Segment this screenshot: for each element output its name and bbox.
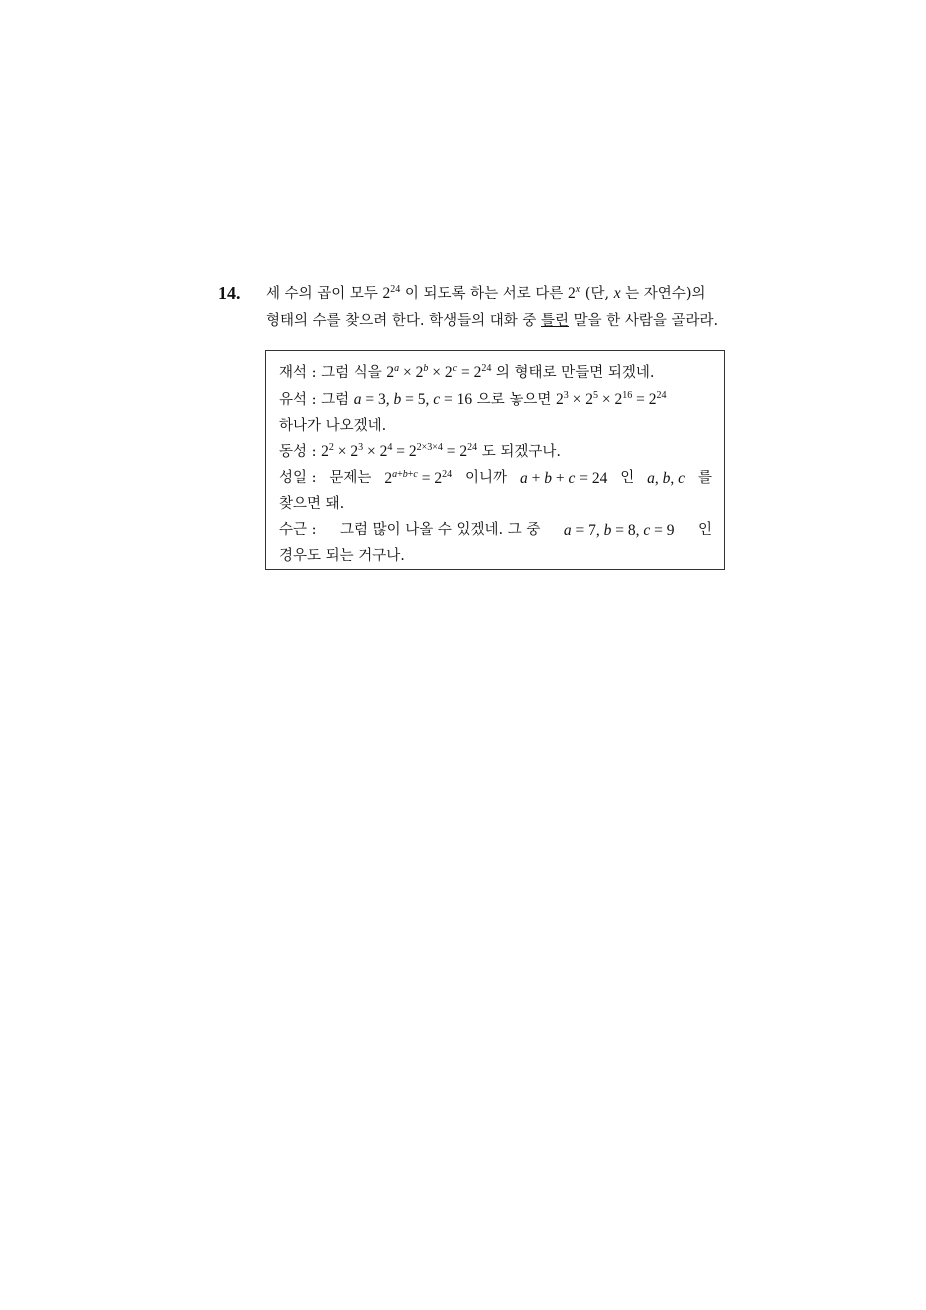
dialogue-math: a = 3, b = 5, c = 16 (353, 390, 473, 408)
dialogue-text: 이니까 (465, 470, 508, 487)
math-variable: x (613, 285, 621, 302)
stem-text: 말을 한 사람을 골라라. (569, 313, 719, 329)
stem-text: 이 되도록 하는 서로 다른 (400, 286, 568, 302)
dialogue-line-yuseok (279, 387, 712, 414)
question-stem (266, 280, 758, 335)
stem-line-1 (266, 280, 758, 308)
stem-math-power (383, 285, 401, 302)
math-exponent: x (575, 284, 581, 295)
dialogue-math: $2^3 \times 2^5 \times 2^{16} = 2^{24}$ (556, 389, 667, 408)
dialogue-math: $2^a \times 2^b \times 2^c = 2^{24}$ (386, 363, 492, 381)
dialogue-text: 를 (697, 470, 712, 487)
dialogue-text: 의 형태로 만들면 되겠네. (491, 365, 655, 381)
underlined-word: 틀린 (541, 313, 570, 329)
dialogue-text: 그럼 많이 나올 수 있겠네. 그 중 (340, 521, 541, 538)
math-base: 2 (382, 285, 391, 302)
stem-text: 형태의 수를 찾으려 한다. 학생들의 대화 중 (266, 313, 541, 329)
dialogue-math: $2^{a+b+c} = 2^{24}$ (384, 469, 453, 488)
dialogue-text: 문제는 (329, 470, 372, 487)
dialogue-box (265, 350, 725, 570)
dialogue-math: a = 7, b = 8, c = 9 (563, 521, 675, 539)
dialogue-line-jaeseok (279, 360, 712, 387)
dialogue-text: 도 되겠구나. (477, 444, 562, 461)
speaker-name: 동성 : (279, 444, 322, 461)
dialogue-math: $2^2 \times 2^3 \times 2^4 = 2^{2\times 3\times 4} = 2^{24}$ (321, 442, 478, 461)
math-base: 2 (567, 285, 576, 302)
math-exponent: 24 (390, 284, 401, 295)
dialogue-text: 그럼 식을 (321, 365, 387, 381)
speaker-name: 수근 : (279, 521, 317, 538)
question-number: 14. (218, 283, 241, 303)
speaker-name: 성일 : (279, 470, 317, 487)
dialogue-math: a + b + c = 24 (519, 470, 608, 488)
dialogue-line-dongseong (279, 439, 712, 466)
dialogue-text: 으로 놓으면 (472, 391, 557, 408)
speaker-name: 유석 : (279, 391, 322, 408)
dialogue-line-sugeun (279, 518, 712, 544)
dialogue-math: a, b, c (647, 470, 686, 488)
dialogue-text: 인 (697, 521, 712, 538)
dialogue-continuation: 찾으면 돼. (279, 495, 345, 512)
dialogue-continuation: 경우도 되는 거구나. (279, 547, 405, 564)
dialogue-continuation: 하나가 나오겠네. (279, 417, 387, 434)
stem-text: 는 자연수)의 (620, 286, 706, 302)
dialogue-text: 그럼 (321, 391, 354, 408)
stem-text: 세 수의 곱이 모두 (266, 286, 383, 302)
stem-math-power-x (568, 285, 580, 302)
stem-text: (단, (580, 286, 614, 302)
speaker-name: 재석 : (279, 365, 322, 381)
stem-line-2 (266, 308, 758, 335)
dialogue-text: 인 (620, 470, 635, 487)
dialogue-line-seongil (279, 466, 712, 492)
